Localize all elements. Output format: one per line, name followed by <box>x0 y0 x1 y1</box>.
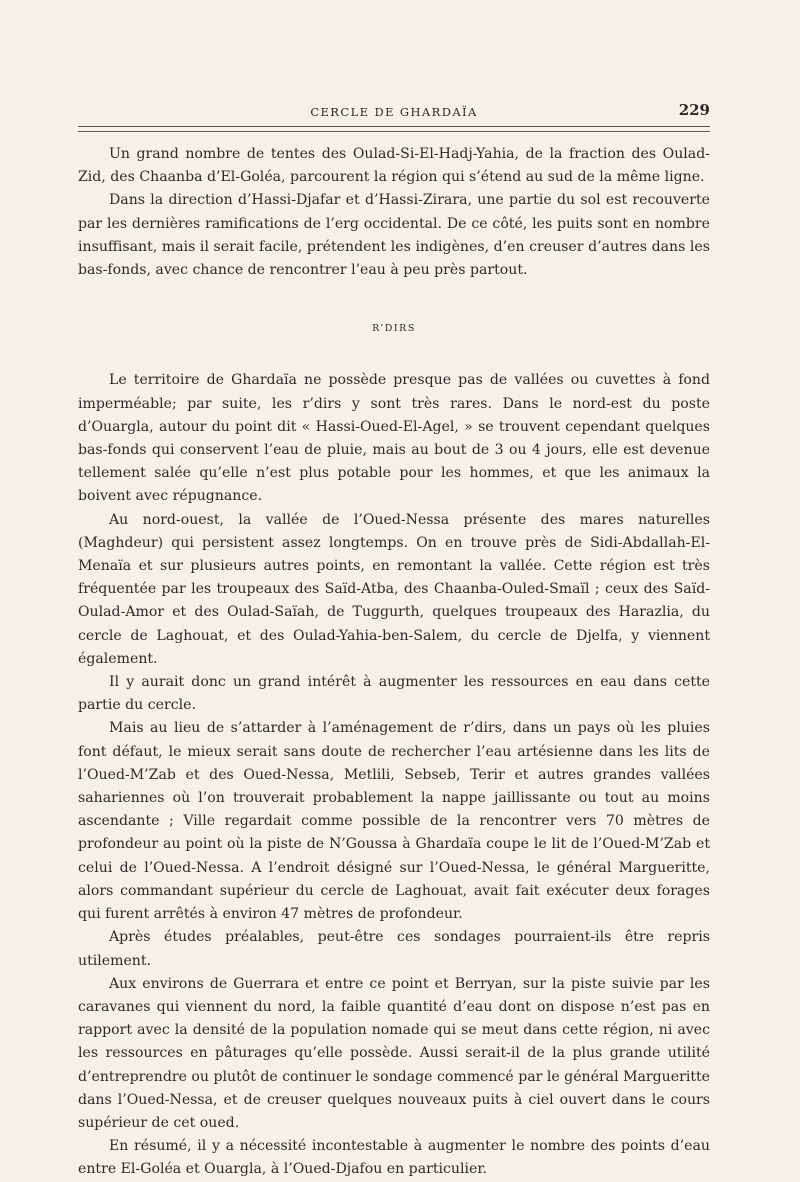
page-number: 229 <box>678 101 710 119</box>
paragraph: En résumé, il y a nécessité incontestable à augmenter le nombre des points d’eau entre El-Goléa et Ouargla, à l’Oued-Djafou en particulier. <box>78 1138 710 1178</box>
paragraph: Après études préalables, peut-être ces sondages pourraient-ils être repris utilement. <box>78 929 710 969</box>
running-title: CERCLE DE GHARDAÏA <box>310 105 478 119</box>
paragraph: Le territoire de Ghardaïa ne possède presque pas de vallées ou cuvettes à fond imperméable; par suite, les r’dirs y sont très rares. Dans le nord-est du poste d’Ouargla, autour du point dit « Hassi-Oued-El-Agel, » se trouvent cependant quelques bas-fonds qui conservent l’eau de pluie, mais au bout de 3 ou 4 jours, elle est devenue tellement salée qu’elle n’est plus potable pour les hommes, et que les animaux la boivent avec répugnance. <box>78 372 710 505</box>
body-text <box>78 143 710 1182</box>
paragraph: Dans la direction d’Hassi-Djafar et d’Hassi-Zirara, une partie du sol est recouverte par les dernières ramifications de l’erg occidental. De ce côté, les puits sont en nombre insuffisant, mais il serait facile, prétendent les indigènes, d’en creuser d’autres dans les bas-fonds, avec chance de rencontrer l’eau à peu près partout. <box>78 192 710 279</box>
paragraph: Mais au lieu de s’attarder à l’aménagement de r’dirs, dans un pays où les pluies font défaut, le mieux serait sans doute de rechercher l’eau artésienne dans les lits de l’Oued-M’Zab et des Oued-Nessa, Metlili, Sebseb, Terir et autres grandes vallées sahariennes où l’on trouverait probablement la nappe jaillissante ou tout au moins ascendante ; Ville regardait comme possible de la rencontrer vers 70 mètres de profondeur au point où la piste de N’Goussa à Ghardaïa coupe le lit de l’Oued-M’Zab et celui de l’Oued-Nessa. A l’endroit désigné sur l’Oued-Nessa, le général Margueritte, alors commandant supérieur du cercle de Laghouat, avait fait exécuter deux forages qui furent arrêtés à environ 47 mètres de profondeur. <box>78 720 710 923</box>
paragraph: Au nord-ouest, la vallée de l’Oued-Nessa présente des mares naturelles (Maghdeur) qui persistent assez longtemps. On en trouve près de Sidi-Abdallah-El-Menaïa et sur plusieurs autres points, en remontant la vallée. Cette région est très fréquentée par les troupeaux des Saïd-Atba, des Chaanba-Ouled-Smaïl ; ceux des Saïd-Oulad-Amor et des Oulad-Saïah, de Tuggurth, quelques troupeaux des Harazlia, du cercle de Laghouat, et des Oulad-Yahia-ben-Salem, du cercle de Djelfa, y viennent également. <box>78 511 710 667</box>
running-header <box>78 101 710 123</box>
paragraph: Un grand nombre de tentes des Oulad-Si-El-Hadj-Yahia, de la fraction des Oulad-Zid, des Chaanba d’El-Goléa, parcourent la région qui s’étend au sud de la même ligne. <box>78 146 710 186</box>
section-heading: R’DIRS <box>372 323 416 335</box>
header-double-rule <box>78 126 710 132</box>
paragraph: Il y aurait donc un grand intérêt à augmenter les ressources en eau dans cette partie du cercle. <box>78 674 710 714</box>
paragraph: Aux environs de Guerrara et entre ce point et Berryan, sur la piste suivie par les caravanes qui viennent du nord, la faible quantité d’eau dont on dispose n’est pas en rapport avec la densité de la population nomade qui se meut dans cette région, ni avec les ressources en pâturages qu’elle possède. Aussi serait-il de la plus grande utilité d’entreprendre ou plutôt de continuer le sondage commencé par le général Margueritte dans l’Oued-Nessa, et de creuser quelques nouveaux puits à ciel ouvert dans le cours supérieur de cet oued. <box>78 975 710 1131</box>
